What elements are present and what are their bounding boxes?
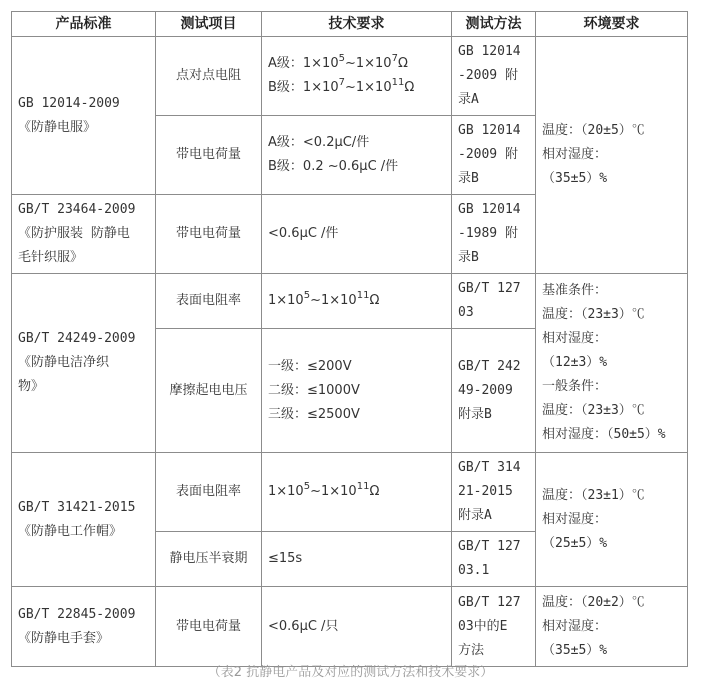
test-method-cell: GB 12014 -2009 附 录B (452, 116, 536, 195)
header-method: 测试方法 (452, 12, 536, 37)
header-requirement: 技术要求 (262, 12, 452, 37)
product-standard-cell: GB/T 31421-2015 《防静电工作帽》 (12, 453, 156, 587)
environment-cell: 基准条件： 温度：（23±3）℃ 相对湿度： （12±3）% 一般条件： 温度：（23±3）℃ 相对湿度：（50±5）% (536, 274, 688, 453)
header-environment: 环境要求 (536, 12, 688, 37)
test-method-cell: GB/T 314 21-2015 附录A (452, 453, 536, 532)
requirement-line: $1\times 10^5\sim 1\times 10^{11}\Omega$ (268, 290, 380, 308)
test-item-cell: 带电电荷量 (156, 587, 262, 667)
requirement-cell: ≤15s (262, 532, 452, 587)
header-row (12, 12, 688, 37)
test-method-cell: GB 12014 -2009 附 录A (452, 37, 536, 116)
product-standard-cell: GB/T 23464-2009 《防护服装 防静电 毛针织服》 (12, 195, 156, 274)
test-method-cell: GB 12014 -1989 附 录B (452, 195, 536, 274)
product-standard-cell: GB/T 22845-2009 《防静电手套》 (12, 587, 156, 667)
header-product: 产品标准 (12, 12, 156, 37)
test-method-cell: GB/T 242 49-2009 附录B (452, 329, 536, 453)
requirement-cell: <0.6μC /只 (262, 587, 452, 667)
requirement-cell (262, 37, 452, 116)
header-item: 测试项目 (156, 12, 262, 37)
requirement-cell (262, 453, 452, 532)
test-item-cell: 带电电荷量 (156, 116, 262, 195)
requirement-cell: 一级：≤200V 二级：≤1000V 三级：≤2500V (262, 329, 452, 453)
spec-table (11, 11, 688, 667)
product-name: 《防静电服》 (18, 119, 97, 135)
environment-cell: 温度：（20±2）℃ 相对湿度： （35±5）% (536, 587, 688, 667)
table-row (12, 453, 688, 532)
requirement-line: $1\times 10^5\sim 1\times 10^{11}\Omega$ (268, 481, 380, 499)
test-item-cell: 带电电荷量 (156, 195, 262, 274)
test-item-cell: 表面电阻率 (156, 453, 262, 532)
test-item-cell: 表面电阻率 (156, 274, 262, 329)
test-method-cell: GB/T 127 03.1 (452, 532, 536, 587)
test-item-cell: 摩擦起电电压 (156, 329, 262, 453)
product-standard-cell: GB/T 24249-2009 《防静电洁净织 物》 (12, 274, 156, 453)
product-code: GB 12014-2009 (18, 95, 120, 111)
test-item-cell: 静电压半衰期 (156, 532, 262, 587)
table-row (12, 37, 688, 116)
table-row (12, 587, 688, 667)
environment-cell: 温度：（20±5）℃ 相对湿度： （35±5）% (536, 37, 688, 274)
table-caption: （表2 抗静电产品及对应的测试方法和技术要求） (207, 665, 494, 680)
test-item-cell: 点对点电阻 (156, 37, 262, 116)
product-standard-cell (12, 37, 156, 195)
requirement-line: A级：$1\times 10^5\sim 1\times 10^7\Omega$ (268, 53, 408, 71)
test-method-cell: GB/T 127 03 (452, 274, 536, 329)
requirement-cell: <0.6μC /件 (262, 195, 452, 274)
environment-cell: 温度：（23±1）℃ 相对湿度： （25±5）% (536, 453, 688, 587)
requirement-cell: A级：<0.2μC/件 B级：0.2 ~0.6μC /件 (262, 116, 452, 195)
requirement-line: B级：$1\times 10^7\sim 1\times 10^{11}\Omega$ (268, 77, 415, 95)
requirement-cell (262, 274, 452, 329)
test-method-cell: GB/T 127 03中的E 方法 (452, 587, 536, 667)
table-row (12, 274, 688, 329)
